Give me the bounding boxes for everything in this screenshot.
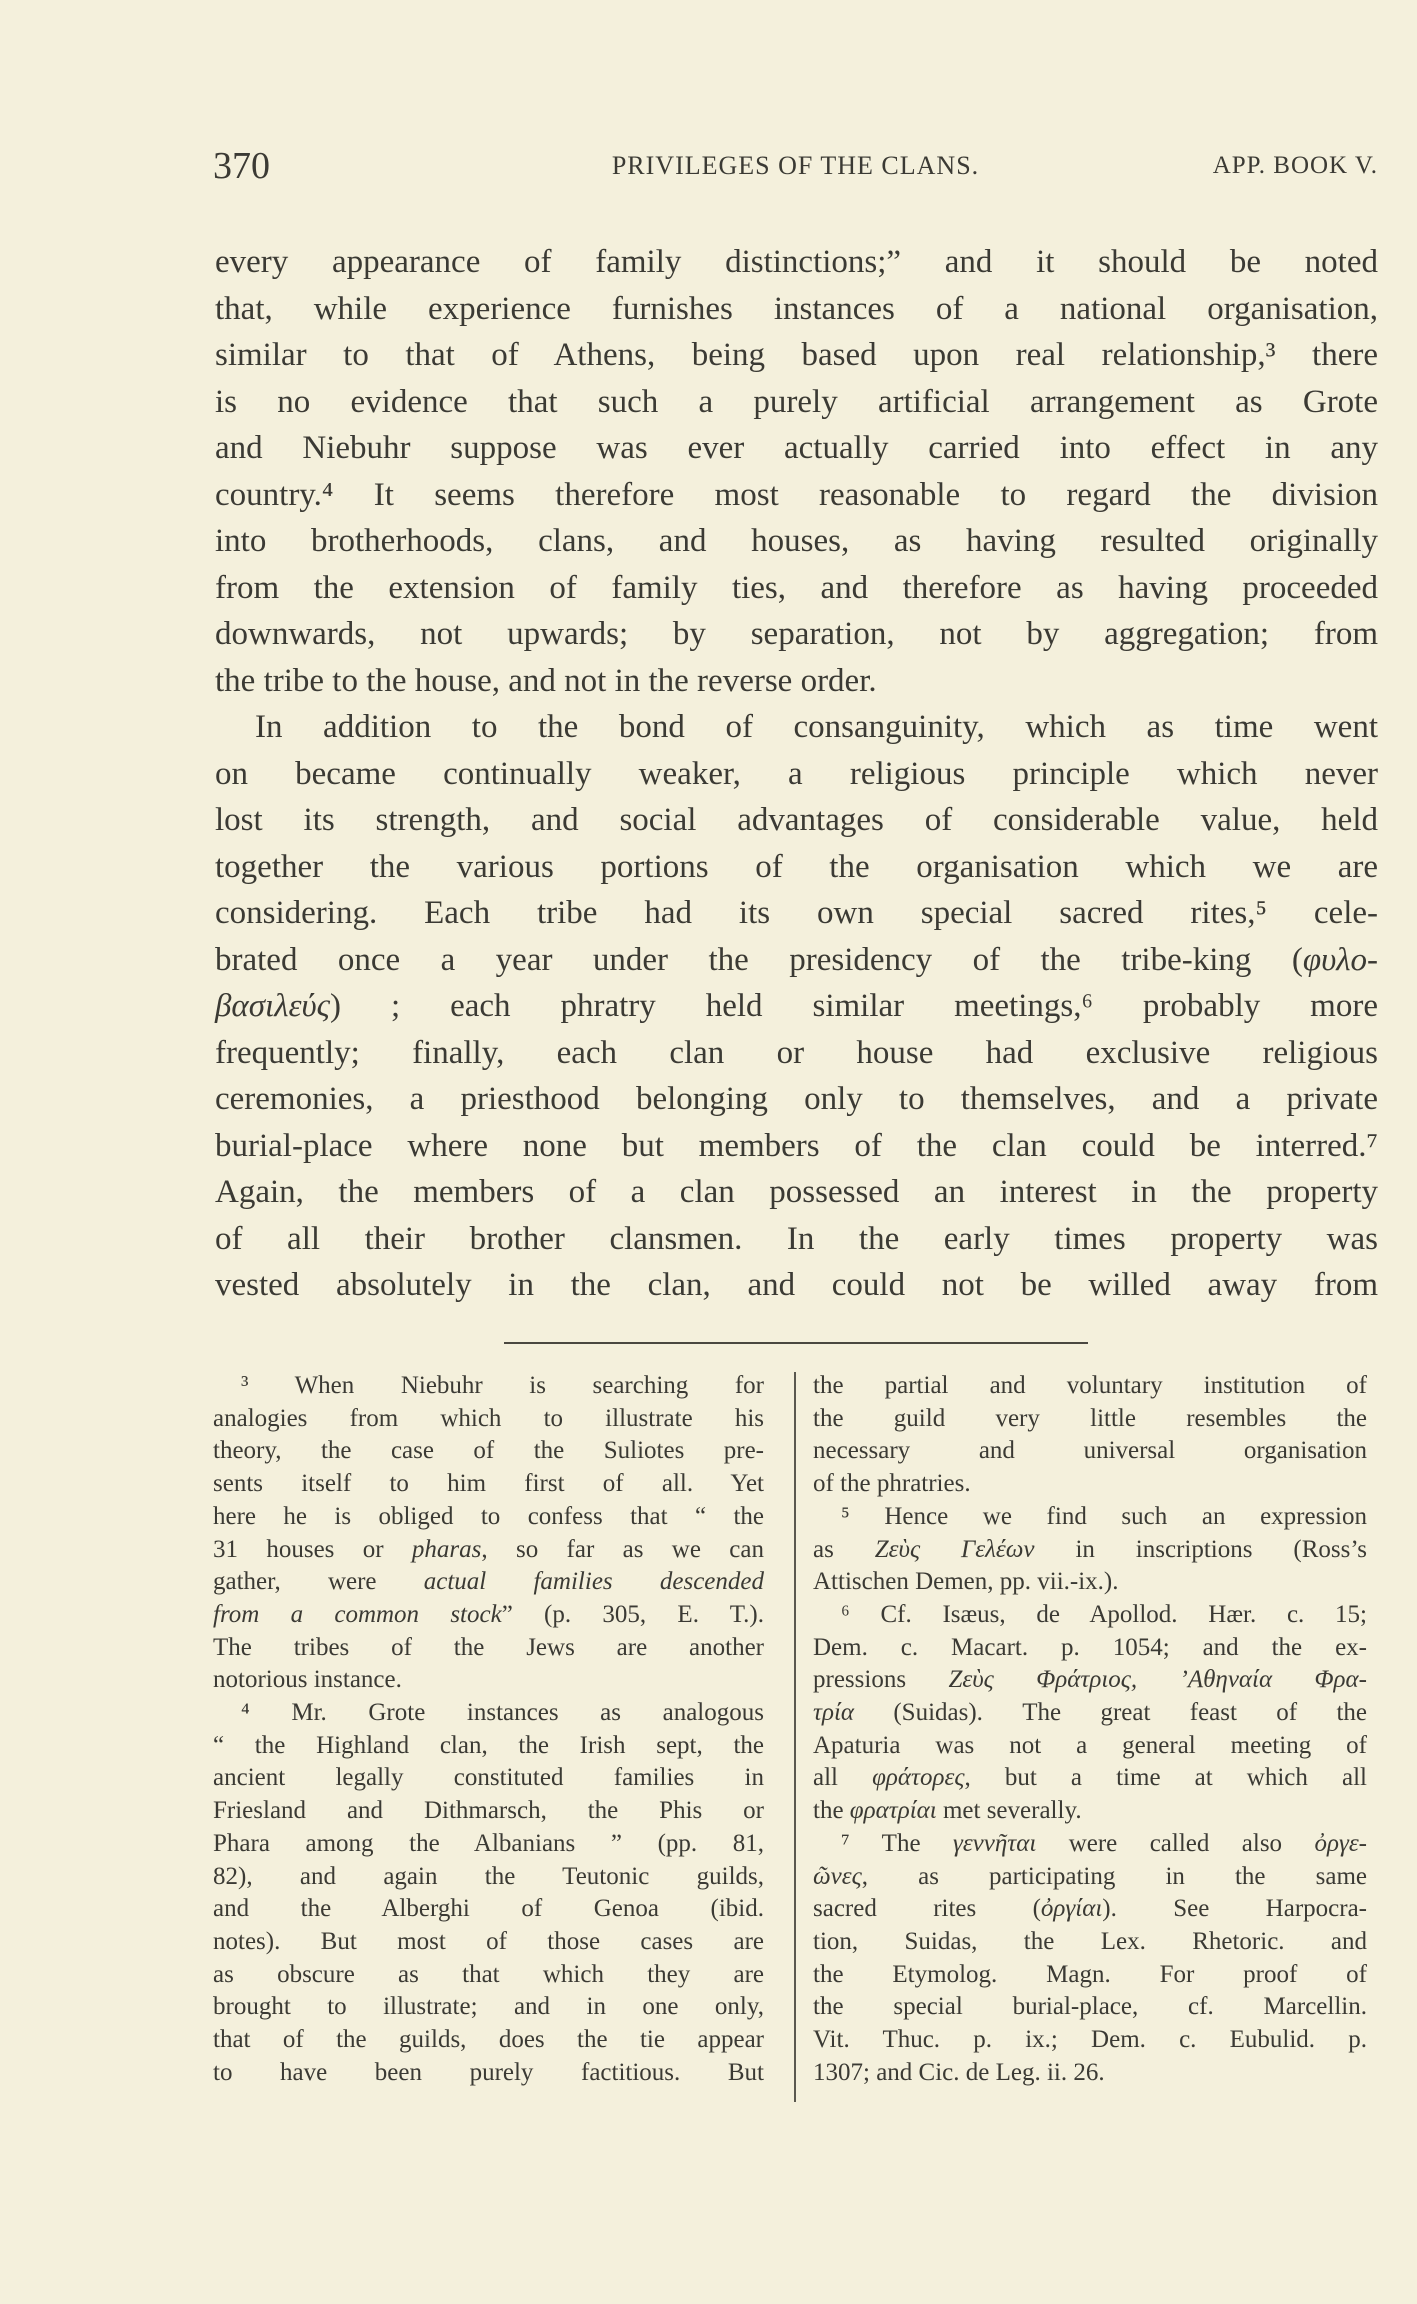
text-line: from a common stock” (p. 305, E. T.). xyxy=(213,1600,764,1628)
text-line: every appearance of family distinctions;” and it should be noted xyxy=(215,244,1378,280)
text-line: Vit. Thuc. p. ix.; Dem. c. Eubulid. p. xyxy=(813,2026,1367,2054)
italic-text: ὀργε- xyxy=(1314,1829,1367,1857)
text-line: considering. Each tribe had its own special sacred rites,⁵ cele- xyxy=(215,895,1378,931)
text-line: “ the Highland clan, the Irish sept, the xyxy=(213,1731,764,1759)
italic-text: φράτορες xyxy=(872,1764,965,1792)
text-line: Friesland and Dithmarsch, the Phis or xyxy=(213,1797,764,1825)
text-line: that, while experience furnishes instances of a national organisation, xyxy=(215,290,1378,327)
text-line: ceremonies, a priesthood belonging only to themselves, and a private xyxy=(215,1081,1378,1117)
text-line: ancient legally constituted families in xyxy=(213,1764,764,1792)
paragraph xyxy=(213,1370,764,1697)
text-line: theory, the case of the Suliotes pre- xyxy=(213,1437,764,1465)
text-line: the special burial-place, cf. Marcellin. xyxy=(813,1993,1367,2021)
text-line: 82), and again the Teutonic guilds, xyxy=(213,1862,764,1890)
text-line: brought to illustrate; and in one only, xyxy=(213,1993,764,2021)
text-line: as obscure as that which they are xyxy=(213,1960,764,1988)
italic-text: from a common stock xyxy=(213,1600,502,1628)
text-line: ⁷ The γεννῆται were called also ὀργε- xyxy=(841,1829,1367,1857)
paragraph xyxy=(813,1501,1367,1599)
text-line: sents itself to him first of all. Yet xyxy=(213,1470,764,1498)
text-line: 1307; and Cic. de Leg. ii. 26. xyxy=(813,2058,1105,2086)
italic-text: Ζεὺς Γελέων xyxy=(874,1535,1035,1563)
text-line: of all their brother clansmen. In the early times property was xyxy=(215,1220,1378,1257)
text-line: 31 houses or pharas, so far as we can xyxy=(213,1535,764,1563)
text-line: lost its strength, and social advantages of considerable value, held xyxy=(215,802,1378,838)
text-line: that of the guilds, does the tie appear xyxy=(213,2026,764,2054)
page-number: 370 xyxy=(213,145,270,187)
text-line: burial-place where none but members of the clan could be interred.⁷ xyxy=(215,1127,1378,1164)
text-line: on became continually weaker, a religious principle which never xyxy=(215,755,1378,792)
text-line: and Niebuhr suppose was ever actually carried into effect in any xyxy=(215,430,1378,466)
text-line: The tribes of the Jews are another xyxy=(213,1633,764,1661)
italic-text: ῶνες xyxy=(813,1862,862,1890)
text-line: downwards, not upwards; by separation, not by aggregation; from xyxy=(215,616,1378,652)
italic-text: actual families descended xyxy=(423,1568,764,1596)
italic-text: βασιλεύς xyxy=(215,988,331,1024)
text-line: brated once a year under the presidency of the tribe-king (φυλο- xyxy=(215,941,1378,978)
italic-text: τρία xyxy=(813,1699,855,1727)
text-line: and the Alberghi of Genoa (ibid. xyxy=(213,1895,764,1923)
text-line: from the extension of family ties, and therefore as having proceeded xyxy=(215,569,1378,606)
paragraph xyxy=(213,1697,764,2089)
text-line: here he is obliged to confess that “ the xyxy=(213,1502,764,1530)
paragraph xyxy=(813,1370,1367,1501)
text-line: notorious instance. xyxy=(213,1666,402,1694)
italic-text: ὀργίαι xyxy=(1040,1895,1103,1923)
italic-text: γεννῆται xyxy=(952,1829,1037,1857)
text-line: necessary and universal organisation xyxy=(813,1437,1367,1465)
text-line: tion, Suidas, the Lex. Rhetoric. and xyxy=(813,1927,1367,1955)
footnotes-left-column xyxy=(213,1370,764,2089)
text-line: the tribe to the house, and not in the reverse order. xyxy=(215,662,877,699)
text-line: to have been purely factitious. But xyxy=(213,2058,764,2086)
italic-text: φυλο- xyxy=(1302,941,1378,978)
italic-text: pharas xyxy=(411,1535,482,1563)
text-line: sacred rites (ὀργίαι). See Harpocra- xyxy=(813,1895,1367,1923)
paragraph xyxy=(813,1599,1367,1828)
text-line: Attischen Demen, pp. vii.-ix.). xyxy=(813,1568,1119,1596)
running-header xyxy=(213,142,1378,190)
text-line: similar to that of Athens, being based upon real relationship,³ there xyxy=(215,337,1378,373)
main-text xyxy=(215,239,1378,1309)
text-line: Phara among the Albanians ” (pp. 81, xyxy=(213,1829,764,1857)
text-line: ⁵ Hence we find such an expression xyxy=(841,1502,1367,1530)
paragraph xyxy=(215,704,1378,1309)
text-line: the partial and voluntary institution of xyxy=(813,1372,1367,1399)
text-line: ⁴ Mr. Grote instances as analogous xyxy=(241,1699,764,1727)
text-line: In addition to the bond of consanguinity, which as time went xyxy=(255,709,1378,745)
text-line: gather, were actual families descended xyxy=(213,1568,764,1596)
text-line: into brotherhoods, clans, and houses, as having resulted originally xyxy=(215,523,1378,559)
text-line: country.⁴ It seems therefore most reasonable to regard the division xyxy=(215,476,1378,513)
text-line: together the various portions of the organisation which we are xyxy=(215,848,1378,885)
text-line: βασιλεύς) ; each phratry held similar meetings,⁶ probably more xyxy=(215,988,1378,1024)
italic-text: Ζεὺς Φράτριος, ’Αθηναία Φρα- xyxy=(948,1666,1367,1694)
text-line: as Ζεὺς Γελέων in inscriptions (Ross’s xyxy=(813,1535,1368,1563)
italic-text: φρατρίαι xyxy=(849,1797,937,1825)
text-line: the guild very little resembles the xyxy=(813,1404,1367,1432)
text-line: ³ When Niebuhr is searching for xyxy=(241,1372,764,1399)
text-line: ῶνες, as participating in the same xyxy=(813,1862,1367,1890)
text-line: Apaturia was not a general meeting of xyxy=(813,1731,1367,1759)
text-line: notes). But most of those cases are xyxy=(213,1927,764,1955)
text-line: Dem. c. Macart. p. 1054; and the ex- xyxy=(813,1633,1367,1661)
book-reference: APP. BOOK V. xyxy=(1212,152,1378,179)
footnote-separator xyxy=(504,1342,1088,1344)
text-line: of the phratries. xyxy=(813,1470,971,1498)
text-line: frequently; finally, each clan or house had exclusive religious xyxy=(215,1034,1378,1071)
text-line: the Etymolog. Magn. For proof of xyxy=(813,1960,1367,1988)
text-line: the φρατρίαι met severally. xyxy=(813,1797,1082,1825)
text-line: vested absolutely in the clan, and could not be willed away from xyxy=(215,1267,1378,1303)
text-line: Again, the members of a clan possessed an interest in the property xyxy=(215,1174,1378,1210)
text-line: τρία (Suidas). The great feast of the xyxy=(813,1699,1367,1727)
text-line: all φράτορες, but a time at which all xyxy=(813,1764,1367,1792)
column-divider xyxy=(794,1372,796,2102)
text-line: pressions Ζεὺς Φράτριος, ’Αθηναία Φρα- xyxy=(813,1666,1367,1694)
text-line: is no evidence that such a purely artificial arrangement as Grote xyxy=(215,383,1378,420)
footnotes-right-column xyxy=(813,1370,1367,2089)
paragraph xyxy=(813,1828,1367,2090)
text-line: analogies from which to illustrate his xyxy=(213,1404,764,1432)
paragraph xyxy=(215,239,1378,704)
text-line: ⁶ Cf. Isæus, de Apollod. Hær. c. 15; xyxy=(841,1600,1367,1628)
running-title: PRIVILEGES OF THE CLANS. xyxy=(611,151,980,180)
